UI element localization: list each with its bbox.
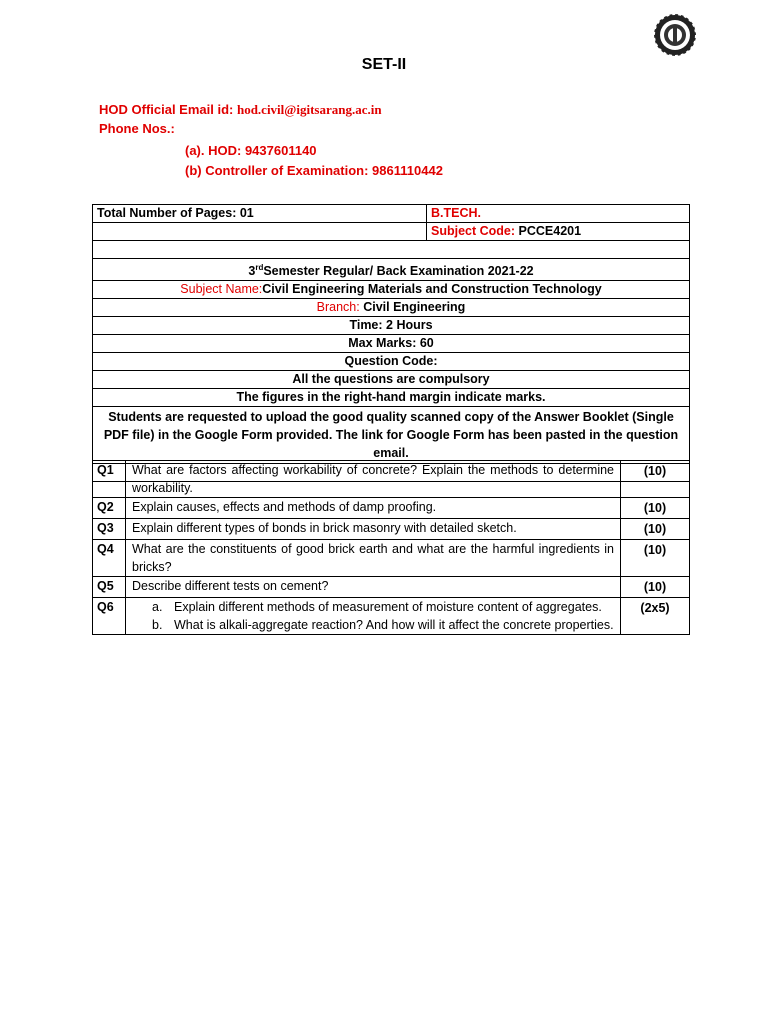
total-pages: Total Number of Pages: 01	[93, 205, 427, 223]
subject-name: Civil Engineering Materials and Construction Technology	[262, 282, 602, 297]
semester-text: Semester Regular/ Back Examination 2021-22	[263, 264, 534, 279]
program: B.TECH.	[427, 205, 690, 223]
email-line	[99, 102, 382, 118]
question-row	[93, 577, 690, 598]
upload-note: Students are requested to upload the good quality scanned copy of the Answer Booklet (Single PDF file) in the Google Form provided. The link for Google Form has been pasted in the question email.	[93, 407, 690, 464]
question-marks: (10)	[621, 540, 690, 577]
questions-table	[92, 460, 690, 635]
question-number: Q1	[93, 461, 126, 498]
spacer-row	[93, 241, 690, 259]
empty-cell	[93, 223, 427, 241]
question-row	[93, 598, 690, 635]
question-row	[93, 540, 690, 577]
exam-header-table	[92, 204, 690, 482]
semester	[93, 259, 690, 281]
branch-label: Branch:	[316, 300, 360, 315]
sub-question-letter: b.	[152, 618, 163, 632]
question-number: Q2	[93, 498, 126, 519]
question-marks: (10)	[621, 577, 690, 598]
marks-note: The figures in the right-hand margin indicate marks.	[93, 389, 690, 407]
question-text: What are the constituents of good brick earth and what are the harmful ingredients in bricks?	[126, 540, 621, 577]
question-marks: (10)	[621, 461, 690, 498]
question-code: Question Code:	[93, 353, 690, 371]
branch-row	[93, 299, 690, 317]
question-number: Q5	[93, 577, 126, 598]
question-text: What are factors affecting workability of concrete? Explain the methods to determine workability.	[126, 461, 621, 498]
coe-phone: (b) Controller of Examination: 9861110442	[185, 163, 443, 178]
subject-code-label: Subject Code:	[431, 224, 516, 238]
subject-code-cell	[427, 223, 690, 241]
institute-logo	[652, 12, 698, 58]
time: Time: 2 Hours	[93, 317, 690, 335]
sub-question-letter: a.	[152, 600, 163, 614]
question-text: Describe different tests on cement?	[126, 577, 621, 598]
question-row	[93, 498, 690, 519]
sub-question	[132, 598, 614, 616]
hod-phone: (a). HOD: 9437601140	[185, 143, 317, 158]
semester-suffix: rd	[255, 263, 264, 272]
question-marks: (10)	[621, 498, 690, 519]
question-text: Explain causes, effects and methods of damp proofing.	[126, 498, 621, 519]
question-number: Q6	[93, 598, 126, 635]
subject-name-row	[93, 281, 690, 299]
question-text: Explain different types of bonds in brick masonry with detailed sketch.	[126, 519, 621, 540]
question-row	[93, 519, 690, 540]
question-marks: (10)	[621, 519, 690, 540]
subject-code: PCCE4201	[515, 224, 582, 238]
set-title: SET-II	[361, 56, 407, 73]
subject-name-label: Subject Name:	[180, 282, 263, 297]
question-number: Q3	[93, 519, 126, 540]
compulsory-note: All the questions are compulsory	[93, 371, 690, 389]
email-address: hod.civil@igitsarang.ac.in	[236, 102, 382, 117]
branch: Civil Engineering	[359, 300, 466, 315]
question-number: Q4	[93, 540, 126, 577]
question-row	[93, 461, 690, 498]
semester-number: 3	[248, 264, 256, 279]
question-text	[126, 598, 621, 635]
email-label: HOD Official Email id:	[99, 102, 237, 117]
max-marks: Max Marks: 60	[93, 335, 690, 353]
sub-question	[132, 616, 614, 634]
question-marks: (2x5)	[621, 598, 690, 635]
sub-question-text: What is alkali-aggregate reaction? And how will it affect the concrete properties.	[174, 618, 614, 632]
phone-label: Phone Nos.:	[99, 121, 175, 136]
sub-question-text: Explain different methods of measurement of moisture content of aggregates.	[174, 600, 602, 614]
